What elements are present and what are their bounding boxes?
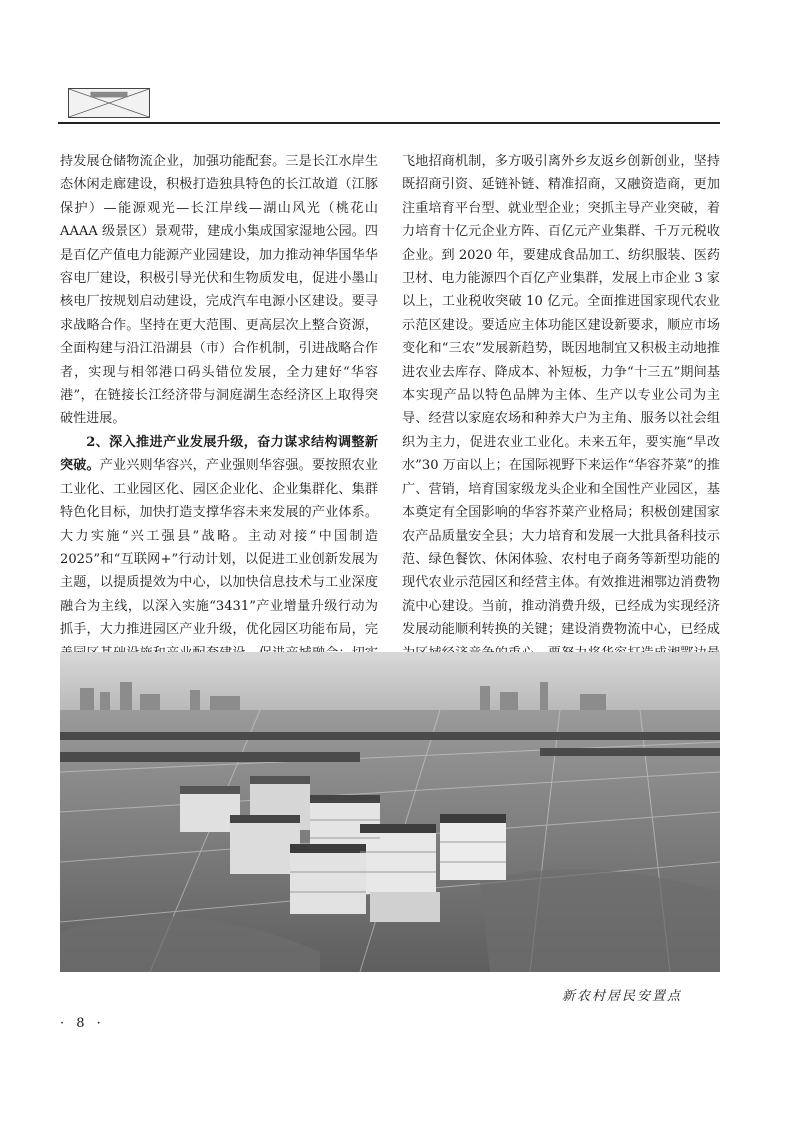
magazine-logo-icon xyxy=(68,88,150,118)
left-paragraph-2-body: 产业兴则华容兴，产业强则华容强。要按照农业工业化、工业园区化、园区企业化、企业集群化、集群特色化目标，加快打造支撑华容未来发展的产业体系。大力实施“兴工强县”战略。主动对接“中国制造2025”和“互联网+”行动计划，以促进工业创新发展为主题，以提质提效为中心，以加快信息技术与工业深度融合为主线，以深入实施“3431”产业增量升级行动为抓手，大力推进园区产业升级，优化园区功能布局，完 xyxy=(60,458,379,638)
aerial-photo-resettlement-icon xyxy=(60,652,720,972)
page-number: · 8 · xyxy=(60,1016,105,1031)
left-text-column xyxy=(60,150,378,688)
right-paragraph-1: 飞地招商机制，多方吸引离外乡友返乡创新创业，坚持既招商引资、延链补链、精准招商，又融资造商，更加注重培育平台型、就业型企业；突抓主导产业突破，着力培育十亿元企业方阵、百亿元产业集群、千万元税收企业。到 2020 年，要建成食品加工、纺织服装、医药卫材、电力能源四个百亿产业集群，发展上市企业 3 家以上，工业税收突破 10 亿元。全面推进国家现代农业示范区建设。要适应主体功能区建设新要求，顺应市场变化和“三农”发展新趋势，既因地制宜又积极主动地推进农业去库存、降成本、补短板，力争“十三五”期间基本实现产品以特色品牌为主体、生产以专业公司为主导、经营以家庭农场和种养大户为主角、服务以社会组织为主力，促进农业工业化。未来五年，要实施“旱改水”30 万亩以上；在国际视野下来运作“华容芥菜”的推广、营销，培育国家级龙头企业和全国性产业园区，基本奠定有全国影响的华容芥菜产业格局；积极创建国家农产品质量安全县；大力培育和发展一大批具备科技示范、绿色餐饮、休闲体验、农村电子商务等新型功能的现代农业示范园区和经营主体。有效推进湘鄂边消费物流中心建设。当前，推动消费升级，已经成为实现经济发展动能顺利转换的关键；建设消费物流中心，已经成 xyxy=(402,154,720,638)
right-text-column xyxy=(402,150,720,688)
photo-caption: 新农村居民安置点 xyxy=(562,989,683,1004)
header-rule xyxy=(58,122,720,124)
left-paragraph-1: 持发展仓储物流企业，加强功能配套。三是长江水岸生态休闲走廊建设，积极打造独具特色的长江故道（江豚保护）—能源观光—长江岸线—湖山风光（桃花山 AAAA 级景区）景观带，建成小集成国家湿地公园。四是百亿产值电力能源产业园建设，加力推动神华国华华容电厂建设，积极引导光伏和生物质发电，促进小墨山核电厂按规划启动建设，完成汽车电源小区建设。要寻求战略合作。坚持在更大范围、更高层次上整合资源，全面构建与沿江沿湖县（市）合作机制，引进战略合作者，实现与相邻港口码头错位发展，全力建好“华容港”，在链接长江经济带与洞庭湖生态经济区上取得突破性进展。 xyxy=(60,154,378,427)
left-paragraph-2 xyxy=(60,431,378,688)
section-heading-2: 2、深入推进产业发展升级，奋力谋求结构调整新突破。 xyxy=(60,434,378,474)
